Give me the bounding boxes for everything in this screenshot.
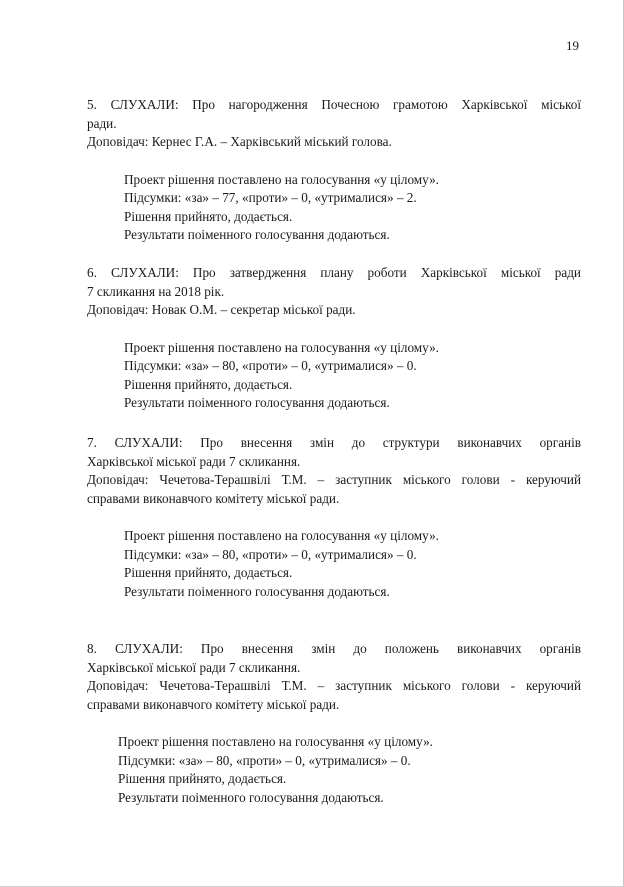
result-line: Результати поіменного голосування додаються. (118, 789, 384, 805)
result-line: Проект рішення поставлено на голосування «у цілому». (118, 734, 433, 749)
speaker-line: Доповідач: Чечетова-Терашвілі Т.М. – заступник міського голови - керуючий (87, 472, 581, 487)
result-line: Результати поіменного голосування додаються. (124, 395, 390, 410)
page-number: 19 (566, 38, 579, 53)
result-line: Підсумки: «за» – 77, «проти» – 0, «утрималися» – 2. (124, 190, 417, 205)
vote-result (87, 733, 581, 807)
agenda-item-7 (87, 434, 581, 601)
vote-result (87, 339, 581, 413)
result-line: Рішення прийнято, додається. (124, 376, 293, 392)
vote-result (87, 171, 581, 245)
speaker-line: справами виконавчого комітету міської ради. (87, 696, 340, 712)
result-line: Рішення прийнято, додається. (124, 565, 293, 580)
vote-result (87, 527, 581, 601)
result-line: Результати поіменного голосування додаються. (124, 583, 390, 599)
result-line: Підсумки: «за» – 80, «проти» – 0, «утрималися» – 0. (124, 546, 417, 562)
result-line: Проект рішення поставлено на голосування «у цілому». (124, 171, 439, 187)
agenda-item-6 (87, 264, 581, 413)
speaker-line: Доповідач: Кернес Г.А. – Харківський міський голова. (87, 134, 392, 149)
speaker-line: Доповідач: Новак О.М. – секретар міської ради. (87, 302, 356, 317)
result-line: Проект рішення поставлено на голосування «у цілому». (124, 528, 439, 543)
speaker-line: Доповідач: Чечетова-Терашвілі Т.М. – заступник міського голови - керуючий (87, 678, 581, 693)
heard-line: Харківської міської ради 7 скликання. (87, 659, 301, 675)
result-line: Рішення прийнято, додається. (124, 208, 293, 224)
heard-line: Харківської міської ради 7 скликання. (87, 453, 301, 469)
result-line: Проект рішення поставлено на голосування «у цілому». (124, 339, 439, 355)
agenda-item-8 (87, 640, 581, 807)
result-line: Результати поіменного голосування додаються. (124, 227, 390, 242)
heard-line: 5. СЛУХАЛИ: Про нагородження Почесною грамотою Харківської міської (87, 97, 581, 112)
heard-line: 6. СЛУХАЛИ: Про затвердження плану роботи Харківської міської ради (87, 265, 581, 280)
heard-line: 7. СЛУХАЛИ: Про внесення змін до структури виконавчих органів (87, 435, 581, 450)
result-line: Підсумки: «за» – 80, «проти» – 0, «утрималися» – 0. (124, 358, 417, 373)
agenda-item-5 (87, 96, 581, 245)
heard-line: ради. (87, 115, 117, 131)
speaker-line: справами виконавчого комітету міської ради. (87, 490, 340, 506)
heard-line: 7 скликання на 2018 рік. (87, 283, 225, 299)
heard-line: 8. СЛУХАЛИ: Про внесення змін до положень виконавчих органів (87, 641, 581, 656)
result-line: Рішення прийнято, додається. (118, 771, 287, 786)
result-line: Підсумки: «за» – 80, «проти» – 0, «утрималися» – 0. (118, 752, 411, 768)
